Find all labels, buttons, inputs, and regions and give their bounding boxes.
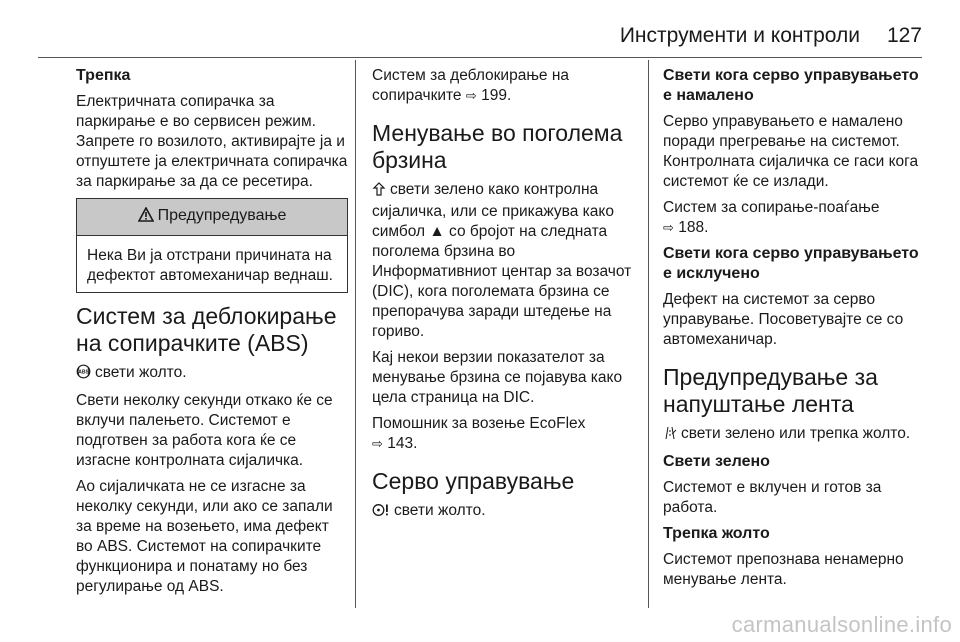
paragraph: Електричната сопирачка за паркирање е во сервисен режим. Запрете го возилото, активирајте ја и отпуштете ја електричната сопирачка за паркирање за да се ресетира. bbox=[76, 93, 348, 190]
page-reference-arrow-icon: ⇨ bbox=[465, 88, 477, 103]
power-steering-warning-icon bbox=[372, 503, 390, 523]
warning-text: Нека Ви ја отстрани причината на дефектот автомеханичар веднаш. bbox=[87, 247, 333, 284]
heading-lights-green: Свети зелено bbox=[663, 453, 770, 470]
paragraph: Ао сијаличката не се изгасне за неколку секунди, или ако се запали за време на возењето, има дефект во ABS. Системот на сопирачките функционира и понатаму но без регулирање од ABS. bbox=[76, 478, 333, 595]
paragraph: Серво управувањето е намалено поради прегревање на системот. Контролната сијаличка се гаси кога системот ќе се излади. bbox=[663, 113, 919, 190]
ecoflex-reference: Помошник за возење EcoFlex ⇨ 143. bbox=[372, 415, 586, 452]
heading-gear-shift: Менување во поголема брзина bbox=[372, 120, 623, 173]
page-header bbox=[0, 0, 960, 60]
svg-text:ABS: ABS bbox=[78, 369, 89, 376]
heading-abs: Систем за деблокирање на сопирачките (ABS) bbox=[76, 303, 337, 356]
header-rule bbox=[38, 57, 922, 58]
heading-blinks: Трепка bbox=[76, 67, 131, 84]
warning-body bbox=[77, 236, 347, 292]
section-title: Инструменти и контроли bbox=[619, 24, 860, 47]
column-1 bbox=[76, 64, 348, 608]
heading-steering-off: Свети кога серво управувањето е исклучено bbox=[663, 245, 919, 282]
column-divider-2 bbox=[648, 60, 649, 608]
abs-warning-icon bbox=[76, 364, 91, 385]
gear-shift-indicator-icon bbox=[372, 182, 386, 202]
power-steering-indicator-line: свети жолто. bbox=[372, 501, 634, 523]
abs-indicator-line: ABS свети жолто. bbox=[76, 363, 348, 385]
warning-header bbox=[77, 199, 347, 236]
paragraph: Системот препознава ненамерно менување лента. bbox=[663, 551, 904, 588]
heading-reduced-steering: Свети кога серво управувањето е намалено bbox=[663, 67, 919, 104]
lane-departure-icon bbox=[663, 426, 677, 446]
warning-triangle-icon bbox=[138, 207, 154, 227]
column-divider-1 bbox=[355, 60, 356, 608]
gear-shift-paragraph: свети зелено како контролна сијаличка, или се прикажува како симбол ▲ со бројот на следната поголема брзина во Информативниот центар за возачот (DIC), кога поголемата брзина се препорачува заради штедење на гориво. bbox=[372, 181, 632, 340]
page-number: 127 bbox=[886, 24, 922, 47]
heading-lane-departure: Предупредување за напуштање лента bbox=[663, 364, 878, 417]
paragraph: Дефект на системот за серво управување. Посоветувајте се со автомеханичар. bbox=[663, 291, 904, 348]
paragraph: Кај некои верзии показателот за менување брзина се појавува како цела страница на DIC. bbox=[372, 349, 623, 406]
page-reference-arrow-icon: ⇨ bbox=[372, 436, 383, 451]
heading-flashes-yellow: Трепка жолто bbox=[663, 525, 770, 542]
abs-reference: Систем за деблокирање на сопирачките ⇨ 199. bbox=[372, 67, 570, 104]
paragraph: Свети неколку секунди откако ќе се вклучи палењето. Системот е подготвен за работа кога ќе се изгасне контролната сијаличка. bbox=[76, 392, 333, 469]
warning-title: Предупредување bbox=[157, 207, 287, 224]
column-3 bbox=[663, 64, 931, 608]
paragraph: Системот е вклучен и готов за работа. bbox=[663, 479, 882, 516]
column-2 bbox=[372, 64, 634, 608]
heading-power-steering: Серво управување bbox=[372, 468, 575, 494]
warning-box bbox=[76, 198, 348, 293]
stop-start-reference: Систем за сопирање-поаѓање ⇨ 188. bbox=[663, 199, 880, 236]
page-reference-arrow-icon: ⇨ bbox=[663, 220, 674, 235]
watermark: carmanualsonline.info bbox=[731, 612, 952, 637]
lane-departure-indicator-line: свети зелено или трепка жолто. bbox=[663, 424, 931, 446]
